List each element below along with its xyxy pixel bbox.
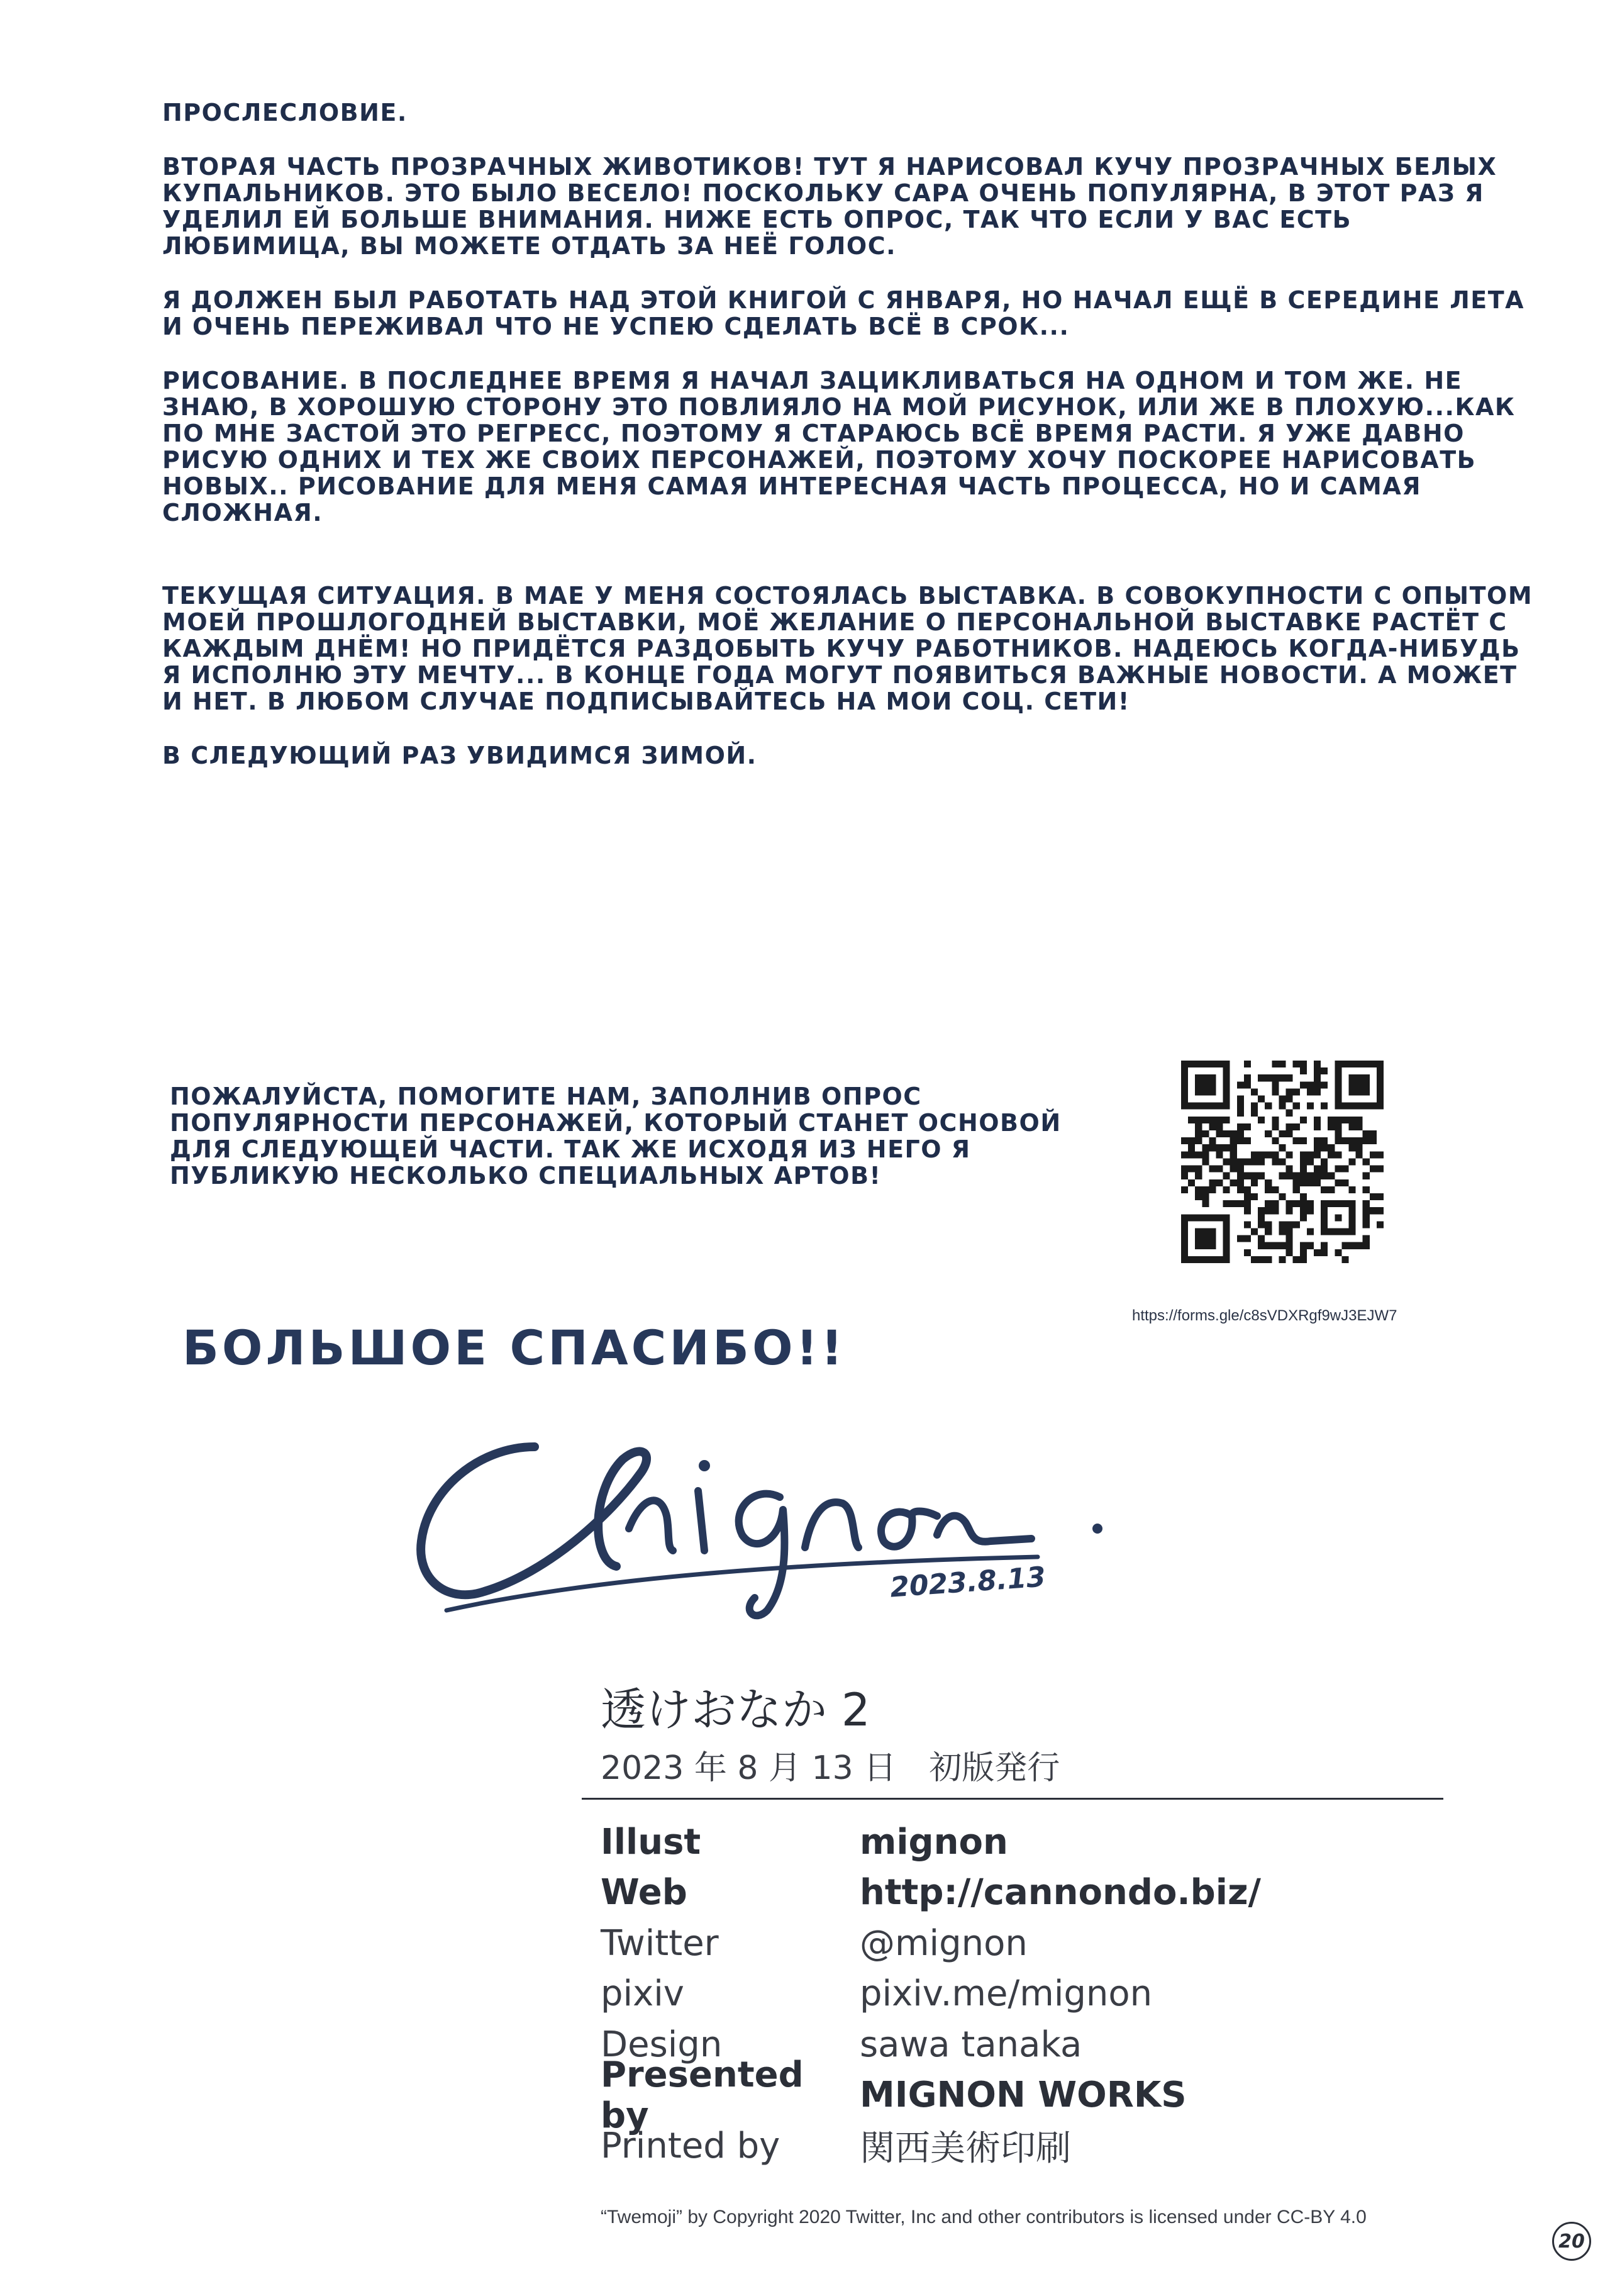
credit-value: pixiv.me/mignon <box>860 1973 1153 2015</box>
divider <box>582 1798 1443 1800</box>
thanks-heading: БОЛЬШОЕ СПАСИБО!! <box>182 1320 846 1376</box>
survey-text: ПОЖАЛУЙСТА, ПОМОГИТЕ НАМ, ЗАПОЛНИВ ОПРОС ПОПУЛЯРНОСТИ ПЕРСОНАЖЕЙ, КОТОРЫЙ СТАНЕТ ОСНОВОЙ ДЛЯ СЛЕДУЮЩЕЙ ЧАСТИ. ТАК ЖЕ ИСХОДЯ ИЗ НЕГО Я ПУБЛИКУЮ НЕСКОЛЬКО СПЕЦИАЛЬНЫХ АРТОВ! <box>170 1083 1062 1190</box>
credit-value: mignon <box>860 1821 1008 1863</box>
credit-row <box>601 1868 1481 1919</box>
credit-label: Twitter <box>601 1922 719 1964</box>
signature-image <box>402 1422 1119 1623</box>
afterword <box>162 99 1533 796</box>
publication-date: 2023 年 8 月 13 日 初版発行 <box>601 1749 1060 1787</box>
credit-label: Presented by <box>601 2054 804 2136</box>
credit-row <box>601 1969 1481 2020</box>
afterword-paragraph: Я ДОЛЖЕН БЫЛ РАБОТАТЬ НАД ЭТОЙ КНИГОЙ С ЯНВАРЯ, НО НАЧАЛ ЕЩЁ В СЕРЕДИНЕ ЛЕТА И ОЧЕНЬ ПЕРЕЖИВАЛ ЧТО НЕ УСПЕЮ СДЕЛАТЬ ВСЁ В СРОК... <box>162 286 1525 340</box>
afterword-paragraph: ТЕКУЩАЯ СИТУАЦИЯ. В МАЕ У МЕНЯ СОСТОЯЛАСЬ ВЫСТАВКА. В СОВОКУПНОСТИ С ОПЫТОМ МОЕЙ ПРОШЛОГОДНЕЙ ВЫСТАВКИ, МОЁ ЖЕЛАНИЕ О ПЕРСОНАЛЬНОЙ ВЫСТАВКЕ РАСТЁТ С КАЖДЫМ ДНЁМ! НО ПРИДЁТСЯ РАЗДОБЫТЬ КУЧУ РАБОТНИКОВ. НАДЕЮСЬ КОГДА-НИБУДЬ Я ИСПОЛНЮ ЭТУ МЕЧТУ... В КОНЦЕ ГОДА МОГУТ ПОЯВИТЬСЯ ВАЖНЫЕ НОВОСТИ. А МОЖЕТ И НЕТ. В ЛЮБОМ СЛУЧАЕ ПОДПИСЫВАЙТЕСЬ НА МОИ СОЦ. СЕТИ! <box>162 582 1533 715</box>
credit-value: MIGNON WORKS <box>860 2075 1187 2116</box>
credit-label: Design <box>601 2024 723 2065</box>
afterword-paragraph: В СЛЕДУЮЩИЙ РАЗ УВИДИМСЯ ЗИМОЙ. <box>162 742 757 769</box>
afterword-paragraph: РИСОВАНИЕ. В ПОСЛЕДНЕЕ ВРЕМЯ Я НАЧАЛ ЗАЦИКЛИВАТЬСЯ НА ОДНОМ И ТОМ ЖЕ. НЕ ЗНАЮ, В ХОРОШУЮ СТОРОНУ ЭТО ПОВЛИЯЛО НА МОЙ РИСУНОК, ИЛИ ЖЕ В ПЛОХУЮ...КАК ПО МНЕ ЗАСТОЙ ЭТО РЕГРЕСС, ПОЭТОМУ Я СТАРАЮСЬ ВСЁ ВРЕМЯ РАСТИ. Я УЖЕ ДАВНО РИСУЮ ОДНИХ И ТЕХ ЖЕ СВОИХ ПЕРСОНАЖЕЙ, ПОЭТОМУ ХОЧУ ПОСКОРЕЕ НАРИСОВАТЬ НОВЫХ.. РИСОВАНИЕ ДЛЯ МЕНЯ САМАЯ ИНТЕРЕСНАЯ ЧАСТЬ ПРОЦЕССА, НО И САМАЯ СЛОЖНАЯ. <box>162 367 1516 527</box>
credit-row <box>601 2120 1481 2171</box>
license-note: “Twemoji” by Copyright 2020 Twitter, Inc and other contributors is licensed under CC-BY 4.0 <box>601 2207 1367 2227</box>
credit-link[interactable]: http://cannondo.biz/ <box>860 1872 1262 1914</box>
qr-code-icon[interactable] <box>1181 1061 1384 1263</box>
credit-value: 関西美術印刷 <box>860 2128 1071 2170</box>
afterword-paragraph: ВТОРАЯ ЧАСТЬ ПРОЗРАЧНЫХ ЖИВОТИКОВ! ТУТ Я НАРИСОВАЛ КУЧУ ПРОЗРАЧНЫХ БЕЛЫХ КУПАЛЬНИКОВ. ЭТО БЫЛО ВЕСЕЛО! ПОСКОЛЬКУ САРА ОЧЕНЬ ПОПУЛЯРНА, В ЭТОТ РАЗ Я УДЕЛИЛ ЕЙ БОЛЬШЕ ВНИМАНИЯ. НИЖЕ ЕСТЬ ОПРОС, ТАК ЧТО ЕСЛИ У ВАС ЕСТЬ ЛЮБИМИЦА, ВЫ МОЖЕТЕ ОТДАТЬ ЗА НЕЁ ГОЛОС. <box>162 153 1497 260</box>
credit-row <box>601 2054 1481 2136</box>
credit-value: @mignon <box>860 1922 1028 1964</box>
afterword-heading: ПРОСЛЕСЛОВИЕ. <box>162 99 408 126</box>
signature-date: 2023.8.13 <box>889 1561 1047 1604</box>
book-title: 透けおなか 2 <box>601 1683 870 1736</box>
credits-table <box>601 1817 1481 2171</box>
survey-url[interactable]: https://forms.gle/c8sVDXRgf9wJ3EJW7 <box>1132 1307 1397 1324</box>
credit-label: Printed by <box>601 2125 780 2166</box>
credit-label: Web <box>601 1872 687 1914</box>
credit-label: Illust <box>601 1821 701 1863</box>
credit-label: pixiv <box>601 1973 684 2015</box>
credit-row <box>601 1817 1481 1868</box>
credit-row <box>601 1918 1481 1969</box>
credit-value: sawa tanaka <box>860 2024 1082 2065</box>
page-number: 20 <box>1552 2222 1591 2261</box>
